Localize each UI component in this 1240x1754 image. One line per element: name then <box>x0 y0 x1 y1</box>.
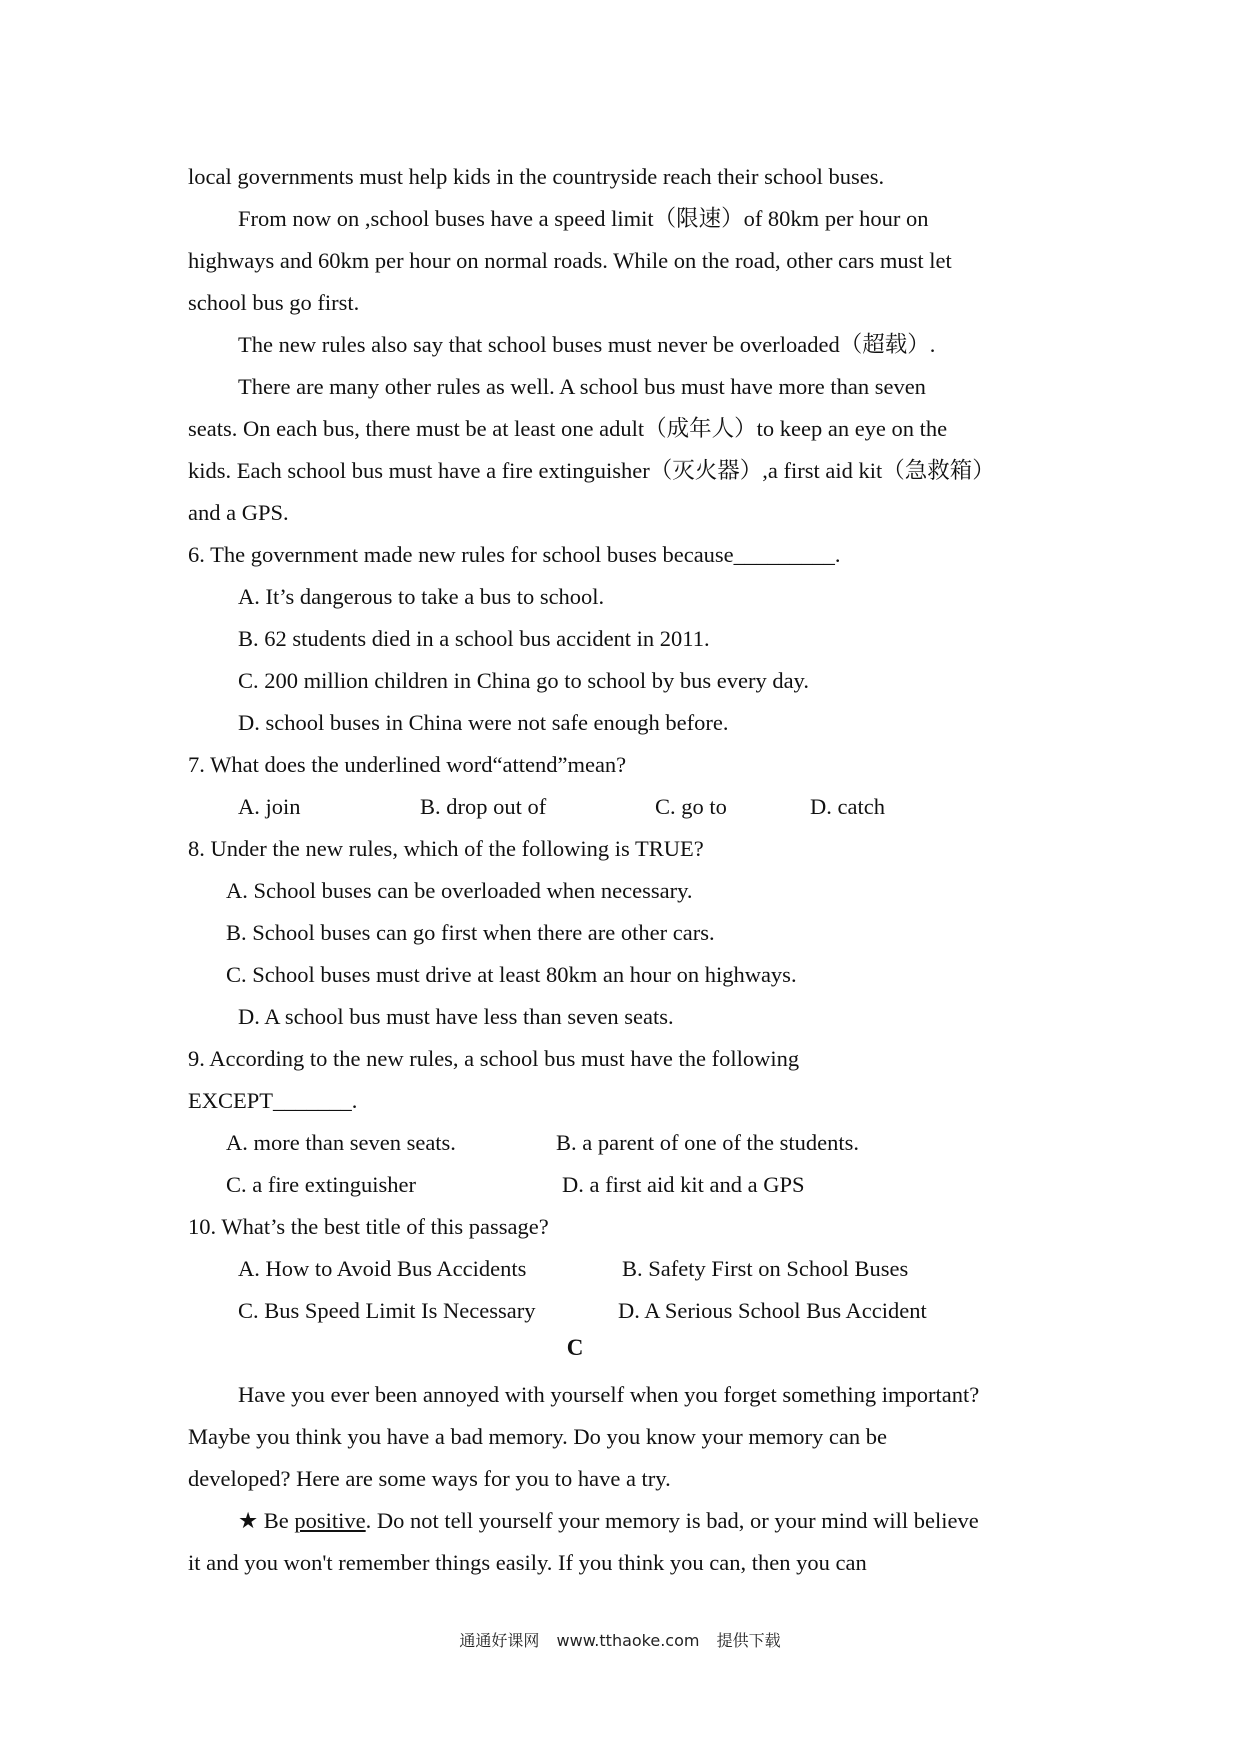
passage-c-heading: C <box>566 1335 584 1360</box>
passage-b-p4-line4: and a GPS. <box>188 500 289 525</box>
question-7-option-d: D. catch <box>810 794 885 819</box>
question-6-option-d: D. school buses in China were not safe enough before. <box>238 710 729 735</box>
question-10-stem: 10. What’s the best title of this passage? <box>188 1214 549 1239</box>
question-10-option-b: B. Safety First on School Buses <box>622 1256 909 1281</box>
question-7-option-c: C. go to <box>655 794 727 819</box>
question-8-option-a: A. School buses can be overloaded when necessary. <box>226 878 693 903</box>
question-9-stem-line2: EXCEPT_______. <box>188 1088 358 1113</box>
page-footer <box>0 1630 1240 1652</box>
question-10-option-c: C. Bus Speed Limit Is Necessary <box>238 1298 536 1323</box>
passage-b-p2-line2: highways and 60km per hour on normal roads. While on the road, other cars must let <box>188 248 952 273</box>
underlined-word-positive: positive <box>294 1508 366 1533</box>
question-9-option-a: A. more than seven seats. <box>226 1130 456 1155</box>
question-9-option-c: C. a fire extinguisher <box>226 1172 416 1197</box>
footer-url: www.tthaoke.com <box>556 1631 700 1650</box>
passage-b-p2-line3: school bus go first. <box>188 290 360 315</box>
question-6-option-c: C. 200 million children in China go to school by bus every day. <box>238 668 809 693</box>
question-7-stem: 7. What does the underlined word“attend”mean? <box>188 752 627 777</box>
passage-c-p2-line2: it and you won't remember things easily. If you think you can, then you can <box>188 1550 867 1575</box>
passage-c-p1-line1: Have you ever been annoyed with yourself when you forget something important? <box>238 1382 980 1407</box>
question-7-option-b: B. drop out of <box>420 794 547 819</box>
question-10-option-d: D. A Serious School Bus Accident <box>618 1298 927 1323</box>
passage-b-p4-line1: There are many other rules as well. A school bus must have more than seven <box>238 374 926 399</box>
star-bullet-lead: ★ Be <box>238 1508 295 1533</box>
passage-b-p4-line3: kids. Each school bus must have a fire extinguisher（灭火器）,a first aid kit（急救箱） <box>188 458 995 483</box>
footer-site-name: 通通好课网 <box>459 1631 540 1650</box>
question-8-stem: 8. Under the new rules, which of the following is TRUE? <box>188 836 704 861</box>
passage-c-p1-line2: Maybe you think you have a bad memory. Do you know your memory can be <box>188 1424 888 1449</box>
passage-b-p1-line1: local governments must help kids in the countryside reach their school buses. <box>188 164 885 189</box>
question-6-stem: 6. The government made new rules for school buses because_________. <box>188 542 841 567</box>
passage-b-p3-line1: The new rules also say that school buses must never be overloaded（超载）. <box>238 332 936 357</box>
question-8-option-b: B. School buses can go first when there are other cars. <box>226 920 715 945</box>
question-9-stem-line1: 9. According to the new rules, a school bus must have the following <box>188 1046 800 1071</box>
question-9-option-b: B. a parent of one of the students. <box>556 1130 860 1155</box>
question-8-option-c: C. School buses must drive at least 80km an hour on highways. <box>226 962 797 987</box>
passage-b-p2-line1: From now on ,school buses have a speed limit（限速）of 80km per hour on <box>238 206 929 231</box>
question-6-option-a: A. It’s dangerous to take a bus to school. <box>238 584 605 609</box>
question-10-option-a: A. How to Avoid Bus Accidents <box>238 1256 527 1281</box>
question-7-option-a: A. join <box>238 794 301 819</box>
question-8-option-d: D. A school bus must have less than seven seats. <box>238 1004 674 1029</box>
footer-tagline: 提供下载 <box>716 1631 781 1650</box>
question-9-option-d: D. a first aid kit and a GPS <box>562 1172 805 1197</box>
question-6-option-b: B. 62 students died in a school bus accident in 2011. <box>238 626 710 651</box>
passage-c-p2-rest: . Do not tell yourself your memory is bad, or your mind will believe <box>365 1508 979 1533</box>
passage-b-p4-line2: seats. On each bus, there must be at least one adult（成年人）to keep an eye on the <box>188 416 948 441</box>
passage-c-p2-line1 <box>238 1507 979 1535</box>
passage-c-p1-line3: developed? Here are some ways for you to have a try. <box>188 1466 671 1491</box>
